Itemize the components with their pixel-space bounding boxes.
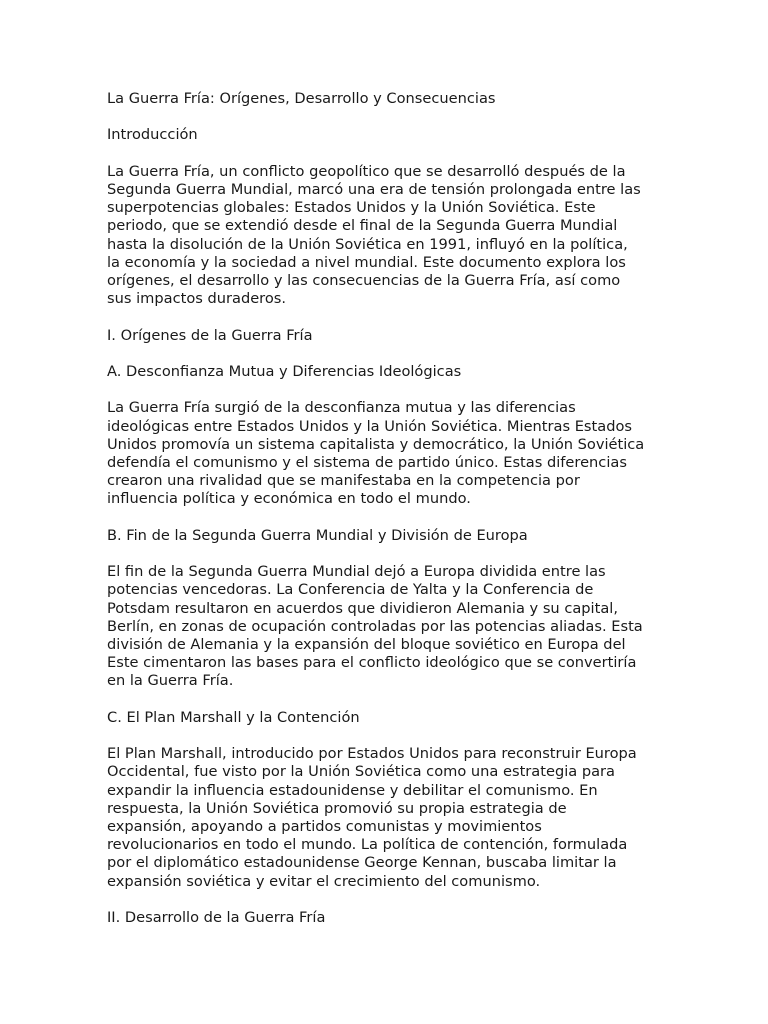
subsection-b-paragraph xyxy=(107,563,668,690)
paragraph-line: orígenes, el desarrollo y las consecuencias de la Guerra Fría, así como xyxy=(107,272,621,289)
subsection-c-paragraph xyxy=(107,745,668,891)
intro-paragraph xyxy=(107,163,668,309)
paragraph-line: ideológicas entre Estados Unidos y la Unión Soviética. Mientras Estados xyxy=(107,417,632,435)
paragraph-line: influencia política y económica en todo el mundo. xyxy=(107,490,471,508)
paragraph-line: El fin de la Segunda Guerra Mundial dejó a Europa dividida entre las xyxy=(107,563,606,581)
subsection-heading-c: C. El Plan Marshall y la Contención xyxy=(107,708,360,726)
paragraph-line: sus impactos duraderos. xyxy=(107,290,287,308)
section-heading-development: II. Desarrollo de la Guerra Fría xyxy=(107,908,326,926)
paragraph-line: hasta la disolución de la Unión Soviética en 1991, influyó en la política, xyxy=(107,235,628,253)
paragraph-line: división de Alemania y la expansión del bloque soviético en Europa del xyxy=(107,635,626,653)
subsection-heading-b: B. Fin de la Segunda Guerra Mundial y División de Europa xyxy=(107,526,528,544)
paragraph-line: Berlín, en zonas de ocupación controladas por las potencias aliadas. Esta xyxy=(107,617,643,635)
intro-heading: Introducción xyxy=(107,126,198,144)
paragraph-line: expandir la influencia estadounidense y debilitar el comunismo. En xyxy=(107,781,598,799)
paragraph-line: la economía y la sociedad a nivel mundial. Este documento explora los xyxy=(107,253,626,271)
paragraph-line: La Guerra Fría, un conflicto geopolítico que se desarrolló después de la xyxy=(107,162,626,180)
paragraph-line: superpotencias globales: Estados Unidos y la Unión Soviética. Este xyxy=(107,199,596,217)
paragraph-line: potencias vencedoras. La Conferencia de Yalta y la Conferencia de xyxy=(107,581,594,599)
paragraph-line: Este cimentaron las bases para el conflicto ideológico que se convertiría xyxy=(107,654,637,672)
paragraph-line: Potsdam resultaron en acuerdos que dividieron Alemania y su capital, xyxy=(107,599,618,617)
paragraph-line: periodo, que se extendió desde el final de la Segunda Guerra Mundial xyxy=(107,217,618,235)
subsection-a-paragraph xyxy=(107,399,668,508)
subsection-heading-a: A. Desconfianza Mutua y Diferencias Ideológicas xyxy=(107,362,462,380)
paragraph-line: por el diplomático estadounidense George Kennan, buscaba limitar la xyxy=(107,854,617,872)
paragraph-line: en la Guerra Fría. xyxy=(107,672,234,690)
section-heading-origins: I. Orígenes de la Guerra Fría xyxy=(107,326,313,344)
paragraph-line: revolucionarios en todo el mundo. La política de contención, formulada xyxy=(107,836,628,854)
paragraph-line: El Plan Marshall, introducido por Estados Unidos para reconstruir Europa xyxy=(107,745,637,763)
paragraph-line: defendía el comunismo y el sistema de partido único. Estas diferencias xyxy=(107,453,627,471)
paragraph-line: respuesta, la Unión Soviética promovió su propia estrategia de xyxy=(107,799,567,817)
paragraph-line: La Guerra Fría surgió de la desconfianza mutua y las diferencias xyxy=(107,399,576,417)
paragraph-line: Segunda Guerra Mundial, marcó una era de tensión prolongada entre las xyxy=(107,180,641,198)
paragraph-line: crearon una rivalidad que se manifestaba en la competencia por xyxy=(107,472,580,490)
paragraph-line: expansión soviética y evitar el crecimiento del comunismo. xyxy=(107,872,541,890)
paragraph-line: Occidental, fue visto por la Unión Soviética como una estrategia para xyxy=(107,763,615,781)
paragraph-line: expansión, apoyando a partidos comunistas y movimientos xyxy=(107,817,542,835)
paragraph-line: Unidos promovía un sistema capitalista y democrático, la Unión Soviética xyxy=(107,435,645,453)
document-title: La Guerra Fría: Orígenes, Desarrollo y Consecuencias xyxy=(107,90,496,107)
